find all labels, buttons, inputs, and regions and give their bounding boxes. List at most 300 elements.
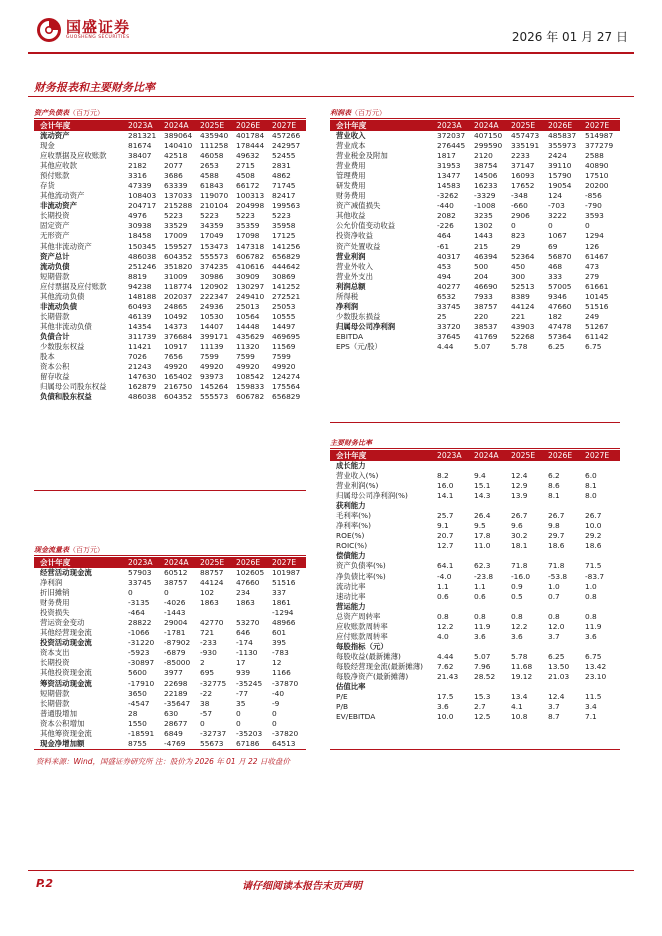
value-cell [472,551,509,561]
value-cell [472,682,509,692]
value-cell: 10145 [585,291,609,301]
value-cell: 25053 [272,301,296,311]
value-cell: 11.9 [585,621,602,631]
value-cell: 202037 [164,291,193,301]
table-row [34,201,306,211]
table-header-row [330,450,620,461]
value-cell: -31220 [128,638,155,648]
value-cell: 93973 [200,372,224,382]
value-cell [509,501,546,511]
value-cell: 150345 [128,241,157,251]
table-row [330,302,620,312]
table-row [330,642,620,652]
value-cell: 53270 [236,618,260,628]
row-label: 投资活动现金流 [40,638,92,648]
value-cell: 10555 [272,311,296,321]
value-cell: 3650 [128,688,147,698]
value-cell: -3262 [437,191,459,201]
value-cell: 1443 [474,231,493,241]
value-cell: 14448 [236,321,260,331]
value-cell [509,682,546,692]
value-cell: 3.6 [511,631,523,641]
value-cell: 242957 [272,141,301,151]
row-label: 营业收入 [336,131,366,141]
value-cell: 21243 [128,362,152,372]
table-row [34,588,306,598]
value-cell: -16.0 [511,571,531,581]
header-year-cell: 2027E [583,120,620,131]
table-row [330,231,620,241]
value-cell: 22698 [164,678,188,688]
value-cell: 444642 [272,261,301,271]
value-cell: 31009 [164,271,188,281]
row-label: 资本公积增加 [40,718,85,728]
value-cell: 401784 [236,131,265,141]
value-cell: 17652 [511,181,535,191]
row-label: 资产负债率(%) [336,561,386,571]
value-cell: -61 [437,241,450,251]
value-cell: 389064 [164,131,193,141]
value-cell: 31953 [437,161,461,171]
value-cell [509,602,546,612]
value-cell: -856 [585,191,602,201]
table-row [34,362,306,372]
value-cell: 24936 [200,301,224,311]
value-cell: 1.1 [474,581,486,591]
header-year-cell: 2026E [546,450,583,461]
table-row [330,692,620,702]
value-cell: 823 [511,231,526,241]
value-cell: 2715 [236,161,255,171]
row-label: 营业外收入 [336,261,373,271]
table-row [330,292,620,302]
table-row [34,709,306,719]
header-year-cell: 2025E [198,120,234,131]
value-cell: -4547 [128,698,150,708]
header-year-cell: 2026E [234,120,270,131]
value-cell: 376684 [164,331,193,341]
header-year-cell: 2023A [435,450,472,461]
value-cell: 82417 [272,191,296,201]
value-cell: 29.7 [548,531,565,541]
row-label: 营业收入(%) [336,471,379,481]
value-cell: 38407 [128,151,152,161]
value-cell: 10.0 [437,712,454,722]
cash-flow-title: 现金流量表 [34,546,69,554]
row-label: 固定资产 [40,221,70,231]
value-cell: 57005 [548,281,572,291]
value-cell: 10530 [200,311,224,321]
value-cell: 11139 [200,342,224,351]
value-cell: -1781 [164,628,186,638]
value-cell [583,461,620,471]
header-year-cell: 2023A [126,120,162,131]
row-label: 营业利润 [336,251,366,261]
value-cell: 18.1 [511,541,528,551]
value-cell: 435629 [236,331,265,341]
value-cell: 26.7 [548,511,565,521]
value-cell: 355973 [548,141,577,151]
value-cell: 69 [548,241,558,251]
row-label: 其他流动负债 [40,291,85,301]
value-cell: 17 [236,658,246,668]
header-year-cell: 2027E [270,557,306,568]
value-cell: 30938 [128,221,152,231]
row-label: 其他应收款 [40,161,77,171]
value-cell: 18.6 [548,541,565,551]
value-cell: 39110 [548,161,572,171]
value-cell: 555573 [200,392,229,402]
value-cell: 165402 [164,372,193,382]
table-row [34,161,306,171]
value-cell: -37870 [272,678,299,688]
table-row [34,352,306,362]
value-cell [435,501,472,511]
table-row [330,612,620,622]
value-cell [435,551,472,561]
row-label: 营业费用 [336,161,366,171]
header-divider [28,52,634,54]
header-year-cell: 2023A [126,557,162,568]
value-cell: 5223 [272,211,291,221]
value-cell: 64.1 [437,561,454,571]
row-label: 短期借款 [40,271,70,281]
value-cell: 3.7 [548,702,560,712]
value-cell: 7.62 [437,661,454,671]
value-cell: 0.7 [548,591,560,601]
value-cell: 646 [236,628,251,638]
value-cell: 15790 [548,171,572,181]
value-cell: 204998 [236,201,265,211]
table-row [34,171,306,181]
value-cell: 1817 [437,151,456,161]
table-row [34,568,306,578]
value-cell: 30.2 [511,531,528,541]
value-cell: 22189 [164,688,188,698]
value-cell: 0 [200,718,205,728]
table-row [34,648,306,658]
row-label: 净利润 [40,578,63,588]
balance-sheet-title: 资产负债表 [34,109,69,117]
value-cell: 18.6 [585,541,602,551]
row-label: 毛利率(%) [336,511,371,521]
row-label: 流动比率 [336,581,366,591]
table-row [330,471,620,481]
value-cell: 12.0 [548,621,565,631]
row-label: 财务费用 [40,598,70,608]
value-cell: 7.1 [585,712,597,722]
table-row [34,392,306,402]
value-cell: 1863 [236,598,255,608]
row-label: 无形资产 [40,231,70,241]
table-row [330,221,620,231]
table-row [34,638,306,648]
value-cell: 15.3 [474,692,491,702]
value-cell: 61142 [585,331,609,341]
table-row [330,201,620,211]
value-cell [583,551,620,561]
value-cell [583,682,620,692]
value-cell: 8755 [128,738,147,748]
table-header-row [34,557,306,568]
row-label: 利润总额 [336,281,366,291]
table-row [330,141,620,151]
value-cell: 395 [272,638,287,648]
header-year-cell: 2026E [234,557,270,568]
value-cell: 108542 [236,372,265,382]
row-label: 营运能力 [336,601,366,611]
value-cell: 204717 [128,201,157,211]
header-year-cell: 2025E [509,450,546,461]
value-cell: 61843 [200,181,224,191]
table-row [330,322,620,332]
value-cell: 37147 [511,161,535,171]
value-cell: 10.0 [585,521,602,531]
value-cell: 145264 [200,382,229,392]
value-cell: 514987 [585,131,614,141]
value-cell: 11569 [272,342,296,351]
value-cell: 0.8 [437,611,449,621]
value-cell: 0 [164,588,169,598]
value-cell: 3.4 [585,702,597,712]
value-cell: 2 [200,658,205,668]
value-cell: 272521 [272,291,301,301]
value-cell [546,602,583,612]
row-label: 流动负债 [40,261,70,271]
value-cell: -3135 [128,598,150,608]
value-cell: 555573 [200,251,229,261]
ratios-title: 主要财务比率 [330,439,372,447]
row-label: 长期投资 [40,211,70,221]
balance-sheet-end-rule [34,490,306,491]
value-cell: 140410 [164,141,193,151]
value-cell: 12.4 [548,692,565,702]
row-label: 流动资产 [40,131,70,141]
value-cell: 0.8 [585,611,597,621]
value-cell: 606782 [236,251,265,261]
value-cell: 55673 [200,738,224,748]
value-cell: 0 [548,221,553,231]
row-label: 应收票据及应收账款 [40,151,107,161]
value-cell: 101987 [272,568,301,578]
value-cell: 17049 [200,231,224,241]
value-cell: 13.50 [548,661,570,671]
value-cell: 485837 [548,131,577,141]
row-label: 现金 [40,141,55,151]
value-cell: 12 [272,658,282,668]
value-cell: 11421 [128,342,152,351]
value-cell: -85000 [164,658,191,668]
value-cell: 20.7 [437,531,454,541]
value-cell: 159527 [164,241,193,251]
value-cell: 0 [272,708,277,718]
value-cell: 372037 [437,131,466,141]
value-cell: 215 [474,241,489,251]
value-cell: 38537 [474,321,498,331]
value-cell: 3.7 [548,631,560,641]
table-row [34,231,306,241]
value-cell: 49920 [236,362,260,372]
value-cell: 4508 [236,171,255,181]
value-cell: 25 [437,311,447,321]
value-cell: 7599 [236,352,255,362]
value-cell: 0.8 [585,591,597,601]
value-cell [472,602,509,612]
row-label: 每股经营现金流(最新摊薄) [336,661,424,671]
table-row [34,628,306,638]
value-cell: 14407 [200,321,224,331]
value-cell: 251246 [128,261,157,271]
value-cell: 9.6 [511,521,523,531]
table-row [34,252,306,262]
value-cell: 71.8 [548,561,565,571]
value-cell: 35958 [272,221,296,231]
value-cell: 13.42 [585,661,607,671]
table-header-row [330,120,620,131]
value-cell: 10564 [236,311,260,321]
row-label: 估值比率 [336,682,366,692]
value-cell [198,608,234,618]
value-cell: 9.4 [474,471,486,481]
value-cell: 494 [437,271,452,281]
ratios-caption [330,437,620,449]
table-row [34,679,306,689]
row-label: 股本 [40,352,55,362]
value-cell: 130297 [236,281,265,291]
value-cell: 17510 [585,171,609,181]
row-label: 少数股东损益 [336,311,381,321]
value-cell: 10492 [164,311,188,321]
table-row [330,572,620,582]
brand-logo [36,17,130,43]
value-cell: 2082 [437,211,456,221]
table-row [330,511,620,521]
value-cell: -22 [200,688,213,698]
table-row [330,282,620,292]
value-cell: 51516 [272,578,296,588]
value-cell: 13.4 [511,692,528,702]
row-label: 其他投资现金流 [40,668,92,678]
header-year-cell: 2024A [162,120,198,131]
value-cell: 120902 [200,281,229,291]
value-cell: 11320 [236,342,260,351]
value-cell: 162879 [128,382,157,392]
value-cell: 15.1 [474,481,491,491]
value-cell: 21.43 [437,672,459,681]
value-cell: 42770 [200,618,224,628]
value-cell: 52364 [511,251,535,261]
value-cell: -226 [437,221,454,231]
value-cell: -17910 [128,678,155,688]
value-cell: -57 [200,708,213,718]
value-cell: -1294 [272,608,294,618]
value-cell: 57903 [128,568,152,578]
value-cell: 14506 [474,171,498,181]
value-cell: -83.7 [585,571,605,581]
value-cell: 182 [548,311,563,321]
value-cell: 2653 [200,161,219,171]
value-cell: 457266 [272,131,301,141]
table-row [330,131,620,141]
table-row [330,501,620,511]
row-label: 现金净增加额 [40,738,85,748]
row-label: 成长能力 [336,461,366,471]
value-cell: 8819 [128,271,147,281]
value-cell: 2906 [511,211,530,221]
value-cell: -37820 [272,728,299,738]
value-cell: -5923 [128,648,150,658]
value-cell: 3222 [548,211,567,221]
row-label: 应付账款周转率 [336,631,388,641]
value-cell: 6.25 [548,342,565,351]
value-cell: 40317 [437,251,461,261]
value-cell: -4769 [164,738,186,748]
income-statement-unit: （百万元） [351,109,386,117]
value-cell: 4976 [128,211,147,221]
value-cell: 216750 [164,382,193,392]
value-cell: 7026 [128,352,147,362]
row-label: EPS（元/股） [336,342,382,351]
value-cell: 1863 [200,598,219,608]
table-row [330,171,620,181]
value-cell: 147630 [128,372,157,382]
value-cell: 26.7 [511,511,528,521]
table-row [34,372,306,382]
value-cell: 14373 [164,321,188,331]
table-row [330,682,620,692]
value-cell: -348 [511,191,528,201]
header-year-cell: 2024A [472,120,509,131]
value-cell: 38754 [474,161,498,171]
value-cell: 17009 [164,231,188,241]
value-cell: 5223 [164,211,183,221]
income-statement-end-rule [330,422,620,423]
value-cell: 17125 [272,231,296,241]
value-cell: -1130 [236,648,258,658]
row-label: 筹资活动现金流 [40,678,92,688]
value-cell: 9.1 [437,521,449,531]
value-cell: 43903 [511,321,535,331]
value-cell: 6849 [164,728,183,738]
value-cell: 14354 [128,321,152,331]
row-label: 短期借款 [40,688,70,698]
value-cell: 5.07 [474,342,491,351]
value-cell: 4.0 [437,631,449,641]
row-label: P/B [336,702,349,712]
value-cell: 64513 [272,738,296,748]
row-label: 偿债能力 [336,551,366,561]
value-cell: 2424 [548,151,567,161]
row-label: 其他非流动负债 [40,321,92,331]
header-year-cell: 2023A [435,120,472,131]
value-cell: 6.0 [585,471,597,481]
value-cell: 49632 [236,151,260,161]
value-cell: 399171 [200,331,229,341]
row-label: 其他流动资产 [40,191,85,201]
header-label-cell: 会计年度 [330,450,435,461]
table-row [330,712,620,722]
value-cell: 8.1 [585,481,597,491]
value-cell: 12.4 [511,471,528,481]
row-label: 归属母公司净利润(%) [336,491,408,501]
value-cell: 52268 [511,331,535,341]
table-row [330,632,620,642]
value-cell: -23.8 [474,571,494,581]
value-cell: 30986 [200,271,224,281]
value-cell: 153473 [200,241,229,251]
value-cell: 604352 [164,392,193,402]
value-cell: 695 [200,668,215,678]
